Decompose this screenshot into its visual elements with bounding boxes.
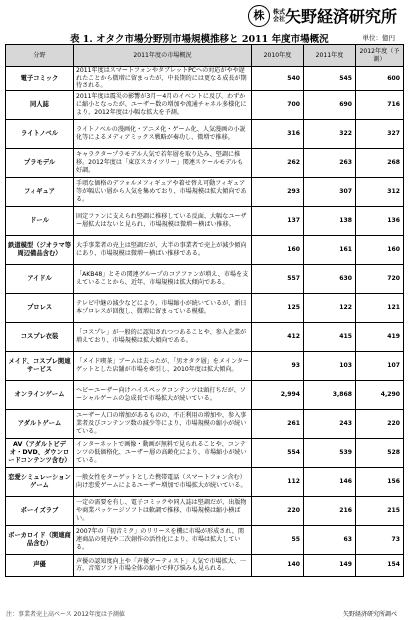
category-cell: AV（アダルトビデオ・DVD、ダウンロードコンテンツ含む） [6,438,74,467]
value-2010-cell: 125 [252,293,304,322]
value-2011-cell: 63 [304,525,356,554]
table-row [6,119,404,148]
value-2010-cell: 112 [252,467,304,496]
value-2010-cell: 261 [252,409,304,438]
table-title: 表 1. オタク市場分野別市場規模推移と 2011 年度市場概況 [70,34,329,45]
value-2010-cell: 140 [252,554,304,576]
value-2010-cell: 262 [252,148,304,177]
overview-cell: ユーザー人口の増加があるものの、不正利用の増加や、参入事業者及びコンテンツ数の減少等により、市場規模の縮小が続いている。 [74,409,252,438]
unit-label: 単位：億円 [362,34,395,42]
table-row [6,351,404,380]
value-2010-cell: 540 [252,67,304,91]
logo-company-type: 株式会社 [272,8,285,23]
value-2011-cell: 161 [304,235,356,264]
table-body [6,67,404,577]
value-2011-cell: 263 [304,148,356,177]
value-2012-cell: 160 [356,235,404,264]
value-2011-cell: 690 [304,90,356,119]
value-2012-cell: 154 [356,554,404,576]
overview-cell: キャラクタープラモデル人気で若年層を取り込み、堅調に推移。2012年度は「東京スカイツリー」関連スケールモデルも好調。 [74,148,252,177]
category-cell: 同人誌 [6,90,74,119]
value-2012-cell: 220 [356,409,404,438]
table-row [6,409,404,438]
overview-cell: 「メイド喫茶」ブームは去ったが、「男オタク層」をメインターゲットとした店舗が市場を牽引し、2010年度は拡大傾向。 [74,351,252,380]
value-2011-cell: 539 [304,438,356,467]
value-2012-cell: 4,290 [356,380,404,409]
value-2011-cell: 138 [304,206,356,235]
column-header-2010: 2010年度 [252,45,304,67]
table-header-row [6,45,404,67]
category-cell: ドール [6,206,74,235]
overview-cell: 2011年度は震災の影響が3月〜4月のイベントに及び、わずかに縮小となったが、ユーザー数の増加や流通チャネル多様化により、2012年度は小幅な拡大を予測。 [74,90,252,119]
overview-cell: ライトノベルの漫画化・アニメ化・ゲーム化、人気漫画の小説化等によるメディアミックス戦略が奏功し、微増で推移。 [74,119,252,148]
value-2010-cell: 293 [252,177,304,206]
table-row [6,467,404,496]
overview-cell: テレビ中継の減少などにより、市場縮小が続いているが、新日本プロレスが回復し、微増に留まっている模様。 [74,293,252,322]
value-2011-cell: 630 [304,264,356,293]
value-2012-cell: 73 [356,525,404,554]
category-cell: アダルトゲーム [6,409,74,438]
value-2010-cell: 220 [252,496,304,525]
overview-cell: 一定の需要を有し、電子コミックや同人誌は堅調だが、出版物や商業パッケージソフトは軟調で推移、市場規模は縮小横ばい。 [74,496,252,525]
company-logo [248,4,397,27]
table-row [6,67,404,91]
market-size-table [5,44,404,577]
table-row [6,322,404,351]
overview-cell: 固定ファンに支えられ堅調に推移している反面、大幅なユーザー層拡大はないと見られ、市場規模は微増〜横ばい推移。 [74,206,252,235]
overview-cell: 2007年の「初音ミク」のリリースを機に市場が形成され、関連商品の発売や二次創作の活性化により、市場は拡大している。 [74,525,252,554]
table-row [6,293,404,322]
value-2010-cell: 316 [252,119,304,148]
value-2010-cell: 93 [252,351,304,380]
value-2012-cell: 215 [356,496,404,525]
table-row [6,496,404,525]
column-header-2012: 2012年度（予測） [356,45,404,67]
category-cell: 鉄道模型（ジオラマ等周辺備品含む） [6,235,74,264]
category-cell: フィギュア [6,177,74,206]
category-cell: ボーカロイド（関連商品含む） [6,525,74,554]
overview-cell: 「コスプレ」が一般的に認知されつつあることや、参入企業が増えており、市場規模は拡大傾向である。 [74,322,252,351]
value-2012-cell: 312 [356,177,404,206]
category-cell: プラモデル [6,148,74,177]
value-2012-cell: 268 [356,148,404,177]
table-row [6,177,404,206]
value-2011-cell: 322 [304,119,356,148]
value-2010-cell: 700 [252,90,304,119]
value-2012-cell: 136 [356,206,404,235]
category-cell: メイド、コスプレ関連サービス [6,351,74,380]
value-2010-cell: 55 [252,525,304,554]
footnote: 注：事業者売上高ベース 2012年度は予測値 [6,611,125,618]
column-header-2011: 2011年度 [304,45,356,67]
table-row [6,554,404,576]
value-2010-cell: 160 [252,235,304,264]
table-row [6,148,404,177]
table-row [6,206,404,235]
value-2010-cell: 557 [252,264,304,293]
overview-cell: 「AKB48」とその関連グループのコアファンが増え、市場を支えていることから、近年、市場規模は拡大傾向である。 [74,264,252,293]
value-2012-cell: 327 [356,119,404,148]
value-2012-cell: 107 [356,351,404,380]
category-cell: 電子コミック [6,67,74,91]
report-header [0,0,409,46]
value-2012-cell: 716 [356,90,404,119]
value-2011-cell: 243 [304,409,356,438]
table-row [6,380,404,409]
category-cell: 恋愛シミュレーションゲーム [6,467,74,496]
overview-cell: 2011年度はスマートフォンやタブレットPCへの対応がやや遅れたことから微増に留まったが、中長期的には更なる成長が期待される。 [74,67,252,91]
overview-cell: 手頃な価格のデフォルメフィギュアや着せ替え可動フィギュア等が幅広い層から人気を集めており、市場規模は拡大傾向である。 [74,177,252,206]
value-2010-cell: 554 [252,438,304,467]
category-cell: アイドル [6,264,74,293]
value-2011-cell: 216 [304,496,356,525]
value-2011-cell: 149 [304,554,356,576]
category-cell: ボーイズラブ [6,496,74,525]
value-2010-cell: 2,994 [252,380,304,409]
column-header-overview: 2011年度の市場概況 [74,45,252,67]
table-row [6,90,404,119]
table-row [6,525,404,554]
category-cell: 声優 [6,554,74,576]
table-row [6,438,404,467]
value-2010-cell: 412 [252,322,304,351]
logo-company-name: 矢野経済研究所 [284,7,397,26]
overview-cell: 声優の認知度向上や「声優アーティスト」人気で市場拡大、一方、音楽ソフト市場全体の縮小で伸び悩みも見られる。 [74,554,252,576]
value-2012-cell: 121 [356,293,404,322]
category-cell: プロレス [6,293,74,322]
value-2012-cell: 419 [356,322,404,351]
overview-cell: インターネットで画像・動画が無料で見られることや、コンテンツの低価格化、ユーザー層の高齢化により、市場縮小が続いている。 [74,438,252,467]
value-2011-cell: 3,868 [304,380,356,409]
category-cell: オンラインゲーム [6,380,74,409]
category-cell: コスプレ衣装 [6,322,74,351]
logo-seal-icon: 株 [248,5,270,27]
column-header-category: 分野 [6,45,74,67]
value-2010-cell: 137 [252,206,304,235]
table-row [6,264,404,293]
source-note: 矢野経済研究所調べ [342,611,397,618]
value-2012-cell: 600 [356,67,404,91]
table-row [6,235,404,264]
value-2011-cell: 122 [304,293,356,322]
value-2011-cell: 307 [304,177,356,206]
value-2012-cell: 156 [356,467,404,496]
value-2011-cell: 545 [304,67,356,91]
value-2011-cell: 103 [304,351,356,380]
value-2011-cell: 415 [304,322,356,351]
overview-cell: 一般女性をターゲットとした携帯電話（スマートフォン含む）向け恋愛ゲームによるユーザー増加で市場拡大が続いている。 [74,467,252,496]
value-2012-cell: 528 [356,438,404,467]
value-2011-cell: 146 [304,467,356,496]
category-cell: ライトノベル [6,119,74,148]
overview-cell: 大手事業者の売上は堅調だが、大半の事業者で売上が減少傾向にあり、市場規模は微増〜横ばい推移である。 [74,235,252,264]
overview-cell: ヘビーユーザー向けハイスペックコンテンツは頭打ちだが、ソーシャルゲームの急成長で市場拡大が続いている。 [74,380,252,409]
value-2012-cell: 720 [356,264,404,293]
